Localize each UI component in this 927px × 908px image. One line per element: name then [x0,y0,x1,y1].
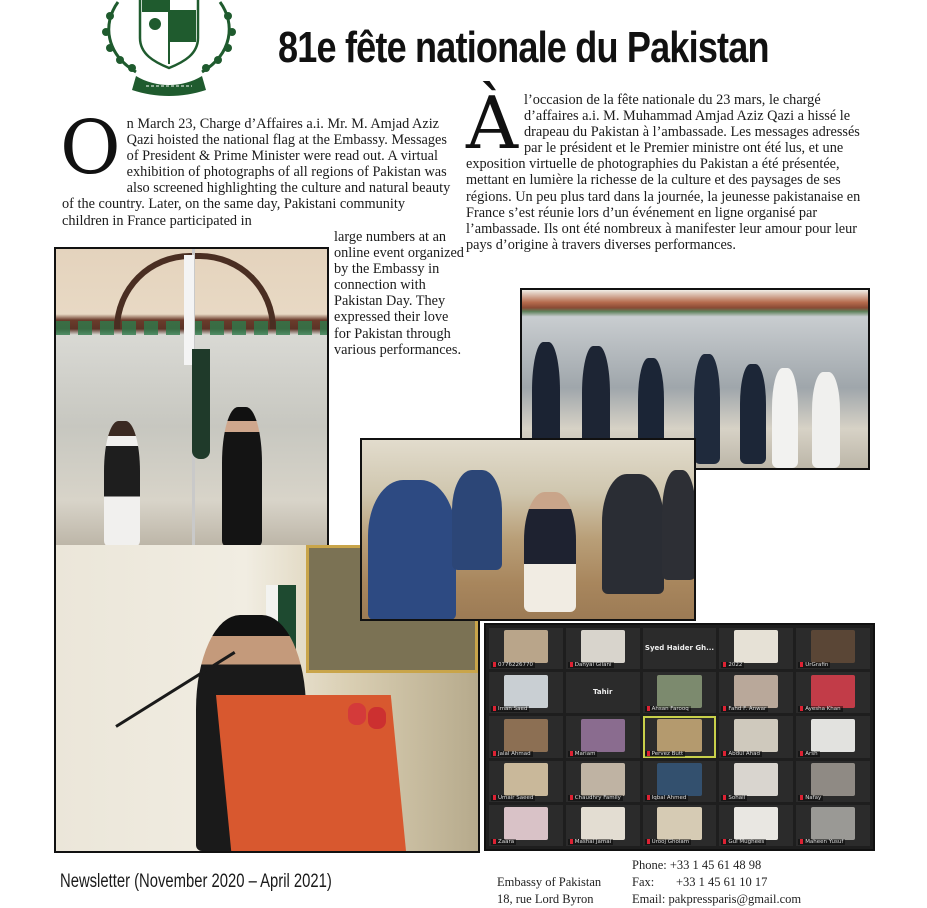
microphone [368,707,386,729]
page-title: 81e fête nationale du Pakistan [278,23,769,72]
participant-tile [719,805,793,846]
article-french [466,81,876,253]
participant-name: Sohail [721,795,747,801]
article-english-continued: large numbers at an online event organized by the Embassy in connection with Pakistan Day. They expressed their love for Pakistan through various performances. [334,229,464,358]
participant-name: Iman Saed [491,706,529,712]
participant-video [581,630,625,663]
email-link[interactable]: pakpressparis@gmail.com [668,892,802,906]
guest-seated [662,470,696,580]
naval-officer [772,368,798,468]
participant-display-name: Syed Haider Gh... [644,643,715,652]
participant-video [734,630,778,663]
participant-video [657,719,701,752]
participant-display-name: Tahir [592,687,613,696]
participant-tile [796,805,870,846]
phone-row [632,857,801,874]
participant-video [581,763,625,796]
participant-tile [719,761,793,802]
arched-window [114,253,276,329]
participant-tile [566,805,640,846]
dropcap: À [466,81,518,165]
participant-video [504,807,548,840]
participant-name: UrGrafin [798,662,830,668]
participant-video [734,675,778,708]
participant-name: Nafay [798,795,823,801]
participant-name: Chaudhry Family [568,795,623,801]
participant-tile [489,761,563,802]
contact-info [632,857,801,908]
participant-tile [643,761,717,802]
participant-video [811,763,855,796]
participant-video [811,630,855,663]
participant-video [811,719,855,752]
photo-online-event [484,623,875,851]
article-english-body: n March 23, Charge d’Affaires a.i. Mr. M. Amjad Aziz Qazi hoisted the national flag at the Embassy. Messages of President & Prime Minister were read out. A virtual exhibition of photographs of all regions of Pakistan was also screened highlighting the culture and natural beauty of the country. Later, on the same day, Pakistani community children in France participated in [62,116,451,229]
article-english [60,105,454,229]
address-line-2: 18, rue Lord Byron [497,892,594,906]
guest-seated [524,492,576,612]
participant-name: Jalal Ahmad [491,751,533,757]
participant-name: Umair Saeed [491,795,535,801]
participant-tile [719,628,793,669]
participant-video [581,719,625,752]
participant-name: Urooj Gholam [645,839,692,845]
participant-video [504,630,548,663]
participant-tile [566,628,640,669]
participant-video [504,763,548,796]
embassy-address [497,874,601,908]
participant-name: Maheen Yusuf [798,839,845,845]
naval-officer [812,372,840,468]
participant-name: Ahsan Farooq [645,706,691,712]
photo-audience [360,438,696,621]
participant-name: Abdul Ahad [721,751,762,757]
participant-tile [796,628,870,669]
participant-name: 2022 [721,662,744,668]
participant-tile [489,628,563,669]
participant-video [734,719,778,752]
participant-name: 0776226770 [491,662,535,668]
person-right [222,407,262,547]
participant-name: Iqbal Ahmed [645,795,689,801]
participant-name: Gul Mughees [721,839,766,845]
participant-video [811,807,855,840]
guest-seated [452,470,502,570]
officer-seated [368,480,456,620]
participant-video [657,807,701,840]
officer [740,364,766,464]
participant-tile [566,672,640,713]
participant-name: Arsh [798,751,819,757]
participant-tile [643,628,717,669]
newsletter-label: Newsletter (November 2020 – April 2021) [60,871,332,892]
participant-video [811,675,855,708]
participant-tile [566,716,640,757]
participant-tile [489,716,563,757]
participant-tile [489,672,563,713]
participant-video [734,763,778,796]
participant-name: Mariam [568,751,598,757]
fax-row [632,874,801,891]
participant-name: Zaara [491,839,516,845]
participant-tile [719,672,793,713]
participant-video [734,807,778,840]
participant-tile [796,761,870,802]
participant-video [581,807,625,840]
participant-name: Pervez Butt [645,751,686,757]
participant-tile [489,805,563,846]
participant-name: Danyal Gilani [568,662,614,668]
guest-seated [602,474,664,594]
officer [694,354,720,464]
participant-video [657,763,701,796]
article-french-body: l’occasion de la fête nationale du 23 mars, le chargé d’affaires a.i. M. Muhammad Amjad Aziz Qazi a hissé le drapeau du Pakistan à l’ambassade. Les messages adressés par le président et le Premier ministre ont été lus, et une exposition virtuelle de photographies du Pakistan a été présentée, mettant en lumière la richesse de la culture et des paysages de ses régions. Un peu plus tard dans la journée, la jeunesse pakistanaise en France s’est réunie lors d’un événement en ligne organisé par l’ambassade. Ils ont été nombreux à manifester leur amour pour leur pays d’origine à travers diverses performances. [466,92,861,253]
participant-tile [643,672,717,713]
person-left [104,421,140,547]
participant-tile [719,716,793,757]
phone-label: Phone: [632,858,667,872]
participant-video [657,675,701,708]
participant-name: Mashal Jamal [568,839,613,845]
dropcap: O [60,105,121,191]
participant-tile [643,805,717,846]
phone-number: +33 1 45 61 48 98 [669,858,762,872]
photo-flag-hoisting [54,247,329,547]
microphone [348,703,366,725]
participant-tile [796,716,870,757]
fax-label: Fax: [632,875,655,889]
fax-number: +33 1 45 61 10 17 [676,875,768,889]
participant-name: Ayesha Khan [798,706,842,712]
participant-tile [643,716,717,757]
participant-video [504,719,548,752]
participant-video [504,675,548,708]
flag-green [192,349,210,459]
participant-tile [566,761,640,802]
state-emblem-icon [96,0,242,98]
address-line-1: Embassy of Pakistan [497,875,602,889]
participant-tile [796,672,870,713]
email-label: Email: [632,892,666,906]
participant-name: Fahd F. Anwar [721,706,768,712]
